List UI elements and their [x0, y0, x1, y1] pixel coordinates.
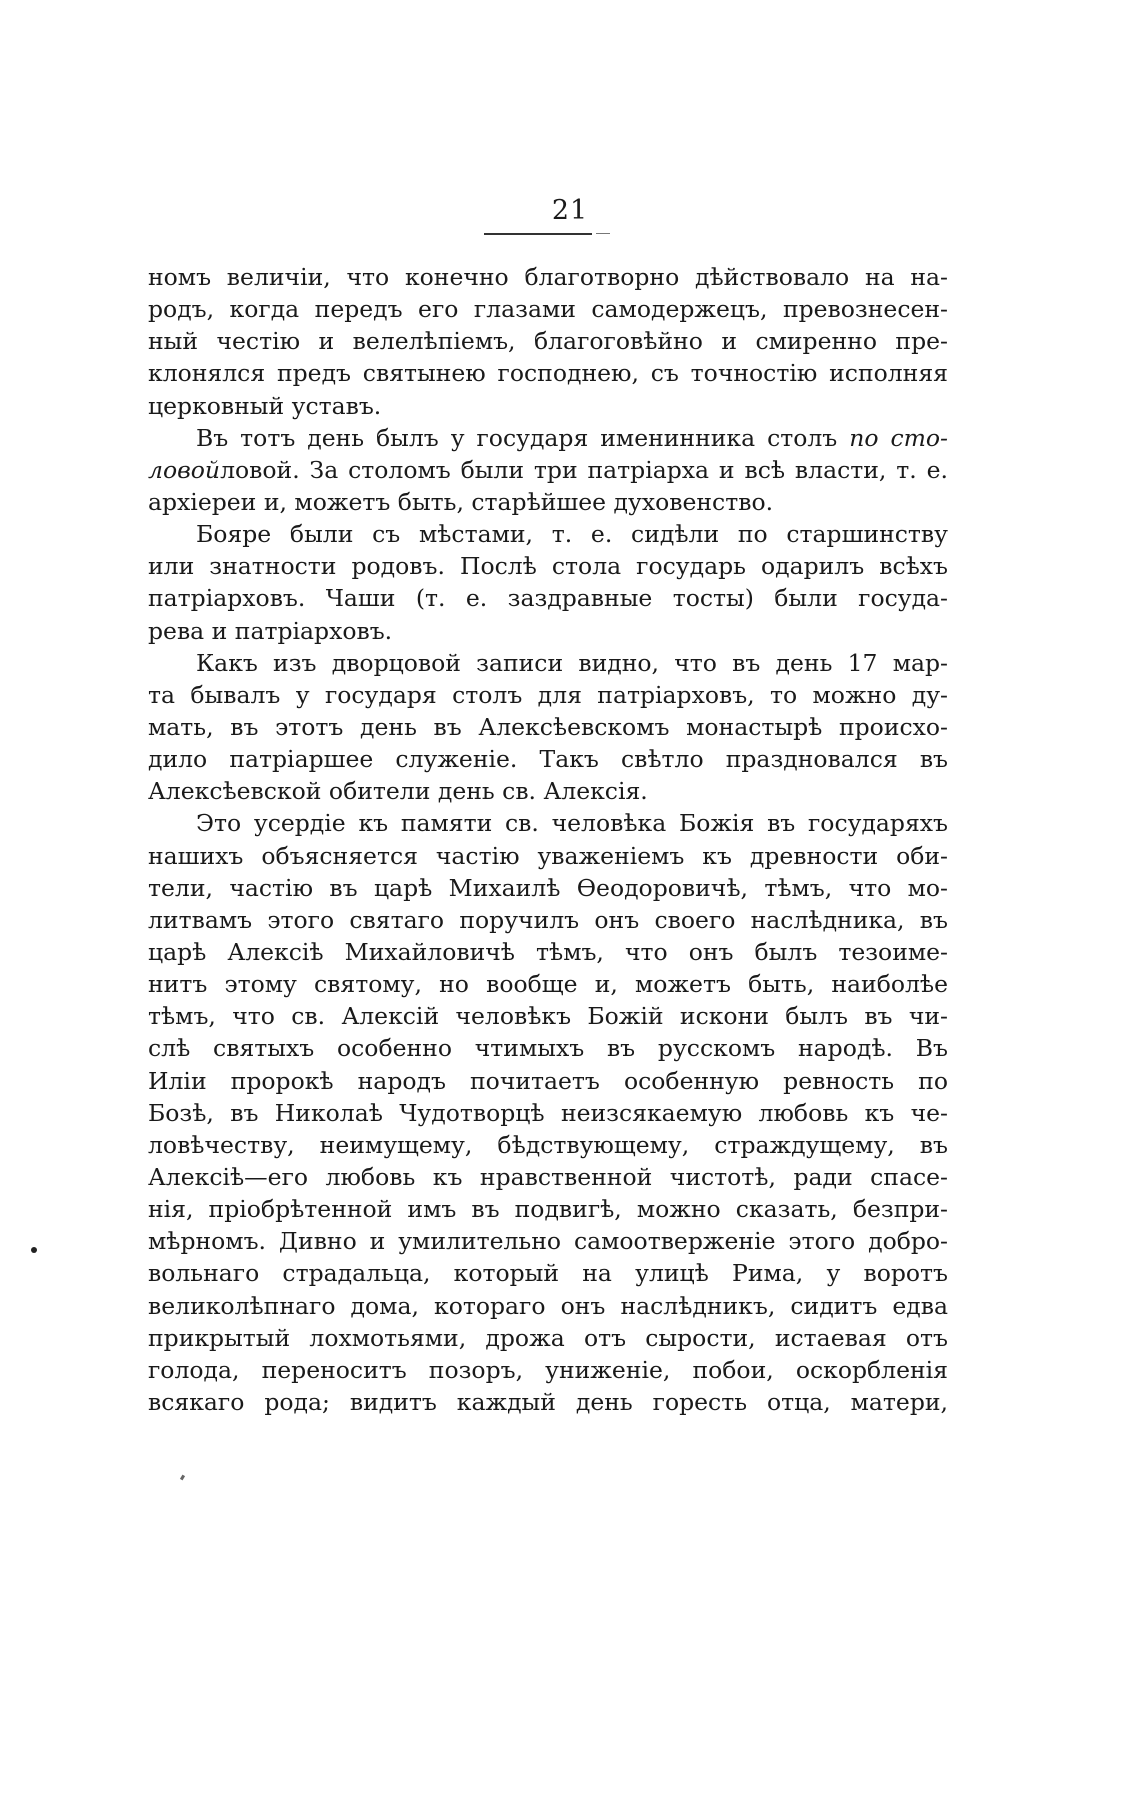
text-line: клонялся предъ святынею господнею, съ точностію исполняя — [148, 359, 948, 388]
text-line: Алексіѣ—его любовь къ нравственной чистотѣ, ради спасе- — [148, 1162, 948, 1191]
text-line: Бояре были съ мѣстами, т. е. сидѣли по старшинству — [196, 520, 948, 549]
text-line: ловѣчеству, неимущему, бѣдствующему, страждущему, въ — [148, 1130, 948, 1159]
text-line: Какъ изъ дворцовой записи видно, что въ день 17 мар- — [196, 648, 948, 677]
text-line: всякаго рода; видитъ каждый день горесть отца, матери, — [148, 1387, 948, 1416]
text-line: литвамъ этого святаго поручилъ онъ своего наслѣдника, въ — [148, 905, 948, 934]
text-line: вольнаго страдальца, который на улицѣ Рима, у воротъ — [148, 1259, 948, 1288]
text-line: архіереи и, можетъ быть, старѣйшее духовенство. — [148, 487, 774, 516]
margin-dot — [31, 1247, 37, 1253]
text-line: Иліи пророкѣ народъ почитаетъ особенную ревность по — [148, 1066, 948, 1095]
text-line: номъ величіи, что конечно благотворно дѣйствовало на на- — [148, 263, 948, 291]
text-line: ный честію и велелѣпіемъ, благоговѣйно и смиренно пре- — [148, 327, 948, 356]
italic-term: по сто- — [849, 423, 948, 452]
page-number-rule — [484, 233, 592, 235]
text-line: слѣ святыхъ особенно чтимыхъ въ русскомъ народѣ. Въ — [148, 1034, 948, 1063]
text-line: тѣмъ, что св. Алексій человѣкъ Божій искони былъ въ чи- — [148, 1002, 948, 1031]
text-line: мать, въ этотъ день въ Алексѣевскомъ монастырѣ происхо- — [148, 712, 948, 741]
text-line: дило патріаршее служеніе. Такъ свѣтло праздновался въ — [148, 745, 948, 774]
text-line: патріарховъ. Чаши (т. е. заздравные тосты) были госуда- — [148, 584, 948, 613]
text-line: нитъ этому святому, но вообще и, можетъ быть, наиболѣе — [148, 970, 948, 999]
page-number-rule-tail — [596, 233, 610, 234]
text-line: прикрытый лохмотьями, дрожа отъ сырости, истаевая отъ — [148, 1323, 948, 1352]
text-line: церковный уставъ. — [148, 391, 382, 420]
text-line: родъ, когда передъ его глазами самодержецъ, превознесен- — [148, 295, 948, 324]
text-line: рева и патріарховъ. — [148, 616, 393, 645]
text-line: Это усердіе къ памяти св. человѣка Божія въ государяхъ — [196, 809, 948, 838]
text-line: Бозѣ, въ Николаѣ Чудотворцѣ неизсякаемую любовь къ че- — [148, 1098, 948, 1127]
body-text — [148, 261, 948, 1418]
text-line: Алексѣевской обители день св. Алексія. — [148, 777, 648, 806]
text-segment: ловой. За столомъ были три патріарха и всѣ власти, т. е. — [220, 455, 948, 484]
text-segment: Въ тотъ день былъ у государя именинника столъ — [196, 423, 850, 452]
stray-mark — [180, 1475, 185, 1481]
text-line-with-italic — [148, 422, 948, 454]
page-number: 21 — [551, 195, 589, 226]
italic-term: ловой — [148, 455, 221, 484]
text-line: голода, переноситъ позоръ, униженіе, побои, оскорбленія — [148, 1355, 948, 1384]
text-line: царѣ Алексіѣ Михайловичѣ тѣмъ, что онъ былъ тезоиме- — [148, 937, 948, 966]
text-line: тели, частію въ царѣ Михаилѣ Өеодоровичѣ, тѣмъ, что мо- — [148, 873, 948, 902]
text-line: нія, пріобрѣтенной имъ въ подвигѣ, можно сказать, безпри- — [148, 1195, 948, 1224]
text-line: нашихъ объясняется частію уваженіемъ къ древности оби- — [148, 841, 948, 870]
text-line-with-italic — [148, 454, 948, 486]
text-line: та бывалъ у государя столъ для патріарховъ, то можно ду- — [148, 680, 948, 709]
text-line: или знатности родовъ. Послѣ стола государь одарилъ всѣхъ — [148, 552, 948, 581]
text-line: великолѣпнаго дома, котораго онъ наслѣдникъ, сидитъ едва — [148, 1291, 948, 1320]
text-line: мѣрномъ. Дивно и умилительно самоотверженіе этого добро- — [148, 1227, 948, 1256]
